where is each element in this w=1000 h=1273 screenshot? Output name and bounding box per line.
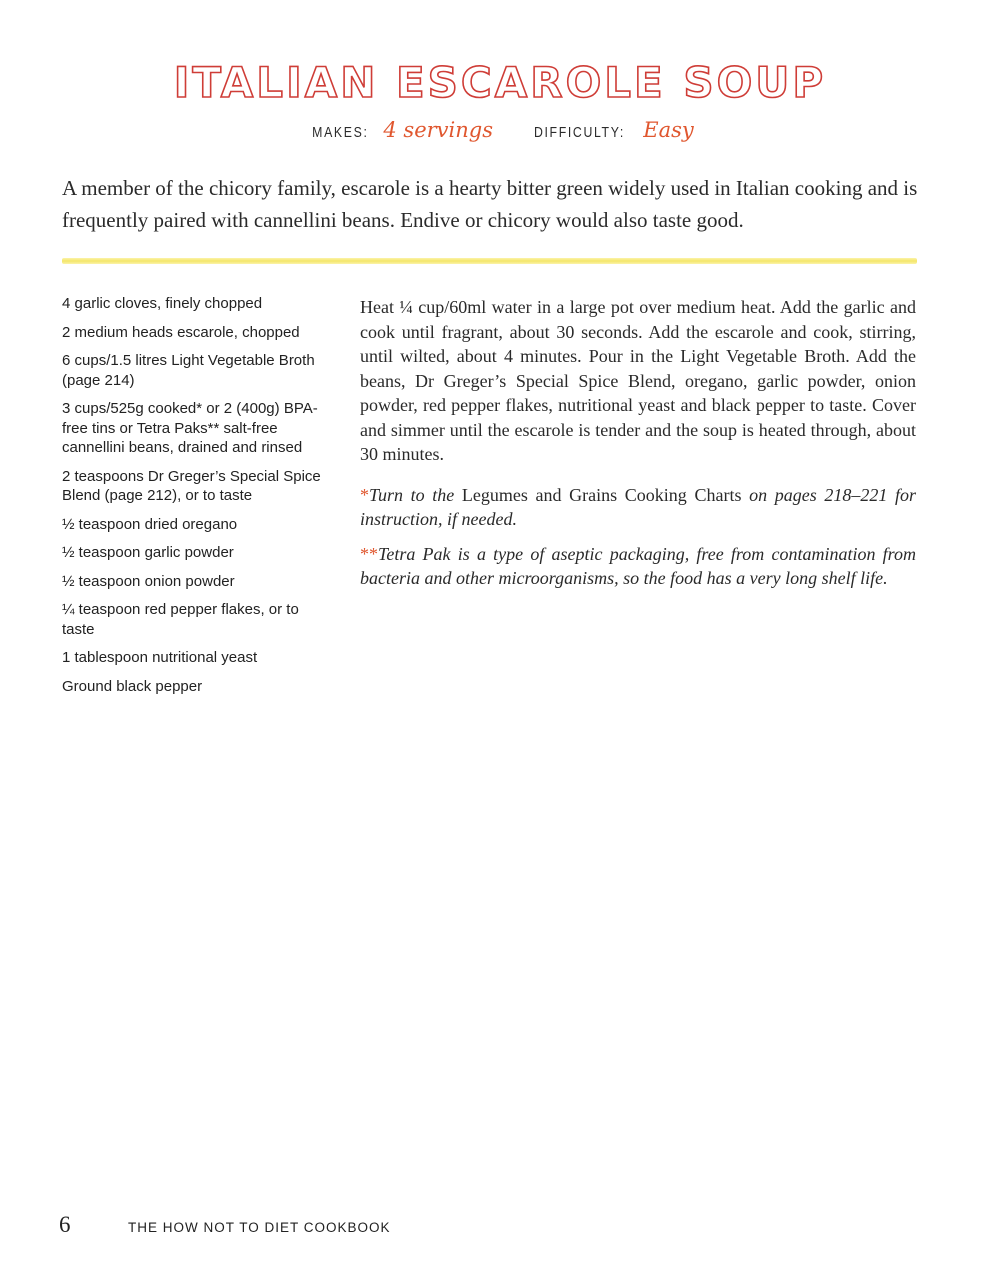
footnote-marker: * bbox=[360, 484, 369, 505]
ingredient-item: Ground black pepper bbox=[62, 677, 203, 695]
recipe-meta bbox=[0, 118, 1000, 142]
ingredient-list bbox=[62, 294, 332, 705]
ingredient-item: 4 garlic cloves, finely chopped bbox=[62, 295, 263, 312]
footnote-text: Tetra Pak is a type of aseptic packaging, free from contamination from bacteria and other microorganisms, so the food has a very long shelf life. bbox=[360, 543, 916, 588]
ingredient-item: ¼ teaspoon red pepper flakes, or to taste bbox=[62, 601, 299, 638]
difficulty-label: DIFFICULTY: bbox=[533, 124, 625, 141]
ingredient-item: 6 cups/1.5 litres Light Vegetable Broth (page 214) bbox=[62, 352, 315, 389]
footnote-text: on pages 218–221 for instruction, if needed. bbox=[360, 484, 917, 529]
recipe-intro: A member of the chicory family, escarole is a hearty bitter green widely used in Italian cooking and is frequently paired with cannellini beans. Endive or chicory would also taste good. bbox=[62, 176, 918, 232]
ingredient-item: ½ teaspoon dried oregano bbox=[62, 515, 238, 533]
book-title: THE HOW NOT TO DIET COOKBOOK bbox=[128, 1220, 391, 1235]
footnote-tetra-pak bbox=[360, 542, 916, 591]
method-section bbox=[360, 295, 916, 591]
ingredient-item: ½ teaspoon onion powder bbox=[62, 572, 235, 590]
section-divider bbox=[62, 258, 917, 264]
footnote-cooked bbox=[360, 483, 916, 532]
ingredient-item: 2 teaspoons Dr Greger’s Special Spice Blend (page 212), or to taste bbox=[62, 467, 321, 504]
makes-label: MAKES: bbox=[312, 124, 369, 141]
footnote-reference: Legumes and Grains Cooking Charts bbox=[454, 484, 750, 505]
difficulty-value: Easy bbox=[643, 118, 694, 142]
makes-value: 4 servings bbox=[383, 118, 493, 142]
recipe-title: ITALIAN ESCAROLE SOUP bbox=[173, 58, 827, 107]
ingredient-item: 1 tablespoon nutritional yeast bbox=[62, 649, 258, 666]
footnote-marker: ** bbox=[360, 543, 378, 564]
page-number: 6 bbox=[59, 1212, 71, 1237]
method-text: Heat ¼ cup/60ml water in a large pot over medium heat. Add the garlic and cook until fragrant, about 30 seconds. Add the escarole and cook, stirring, until wilted, about 4 minutes. Pour in the Light Vegetable Broth. Add the beans, Dr Greger’s Special Spice Blend, oregano, garlic powder, onion powder, red pepper flakes, nutritional yeast and black pepper to taste. Cover and simmer until the escarole is tender and the soup is heated through, about 30 minutes. bbox=[360, 297, 916, 464]
ingredient-item: ½ teaspoon garlic powder bbox=[62, 544, 234, 561]
ingredient-item: 3 cups/525g cooked* or 2 (400g) BPA-free tins or Tetra Paks** salt-free cannellini beans, drained and rinsed bbox=[62, 400, 318, 456]
footnote-text: Turn to the bbox=[369, 484, 455, 505]
ingredient-item: 2 medium heads escarole, chopped bbox=[62, 323, 300, 341]
